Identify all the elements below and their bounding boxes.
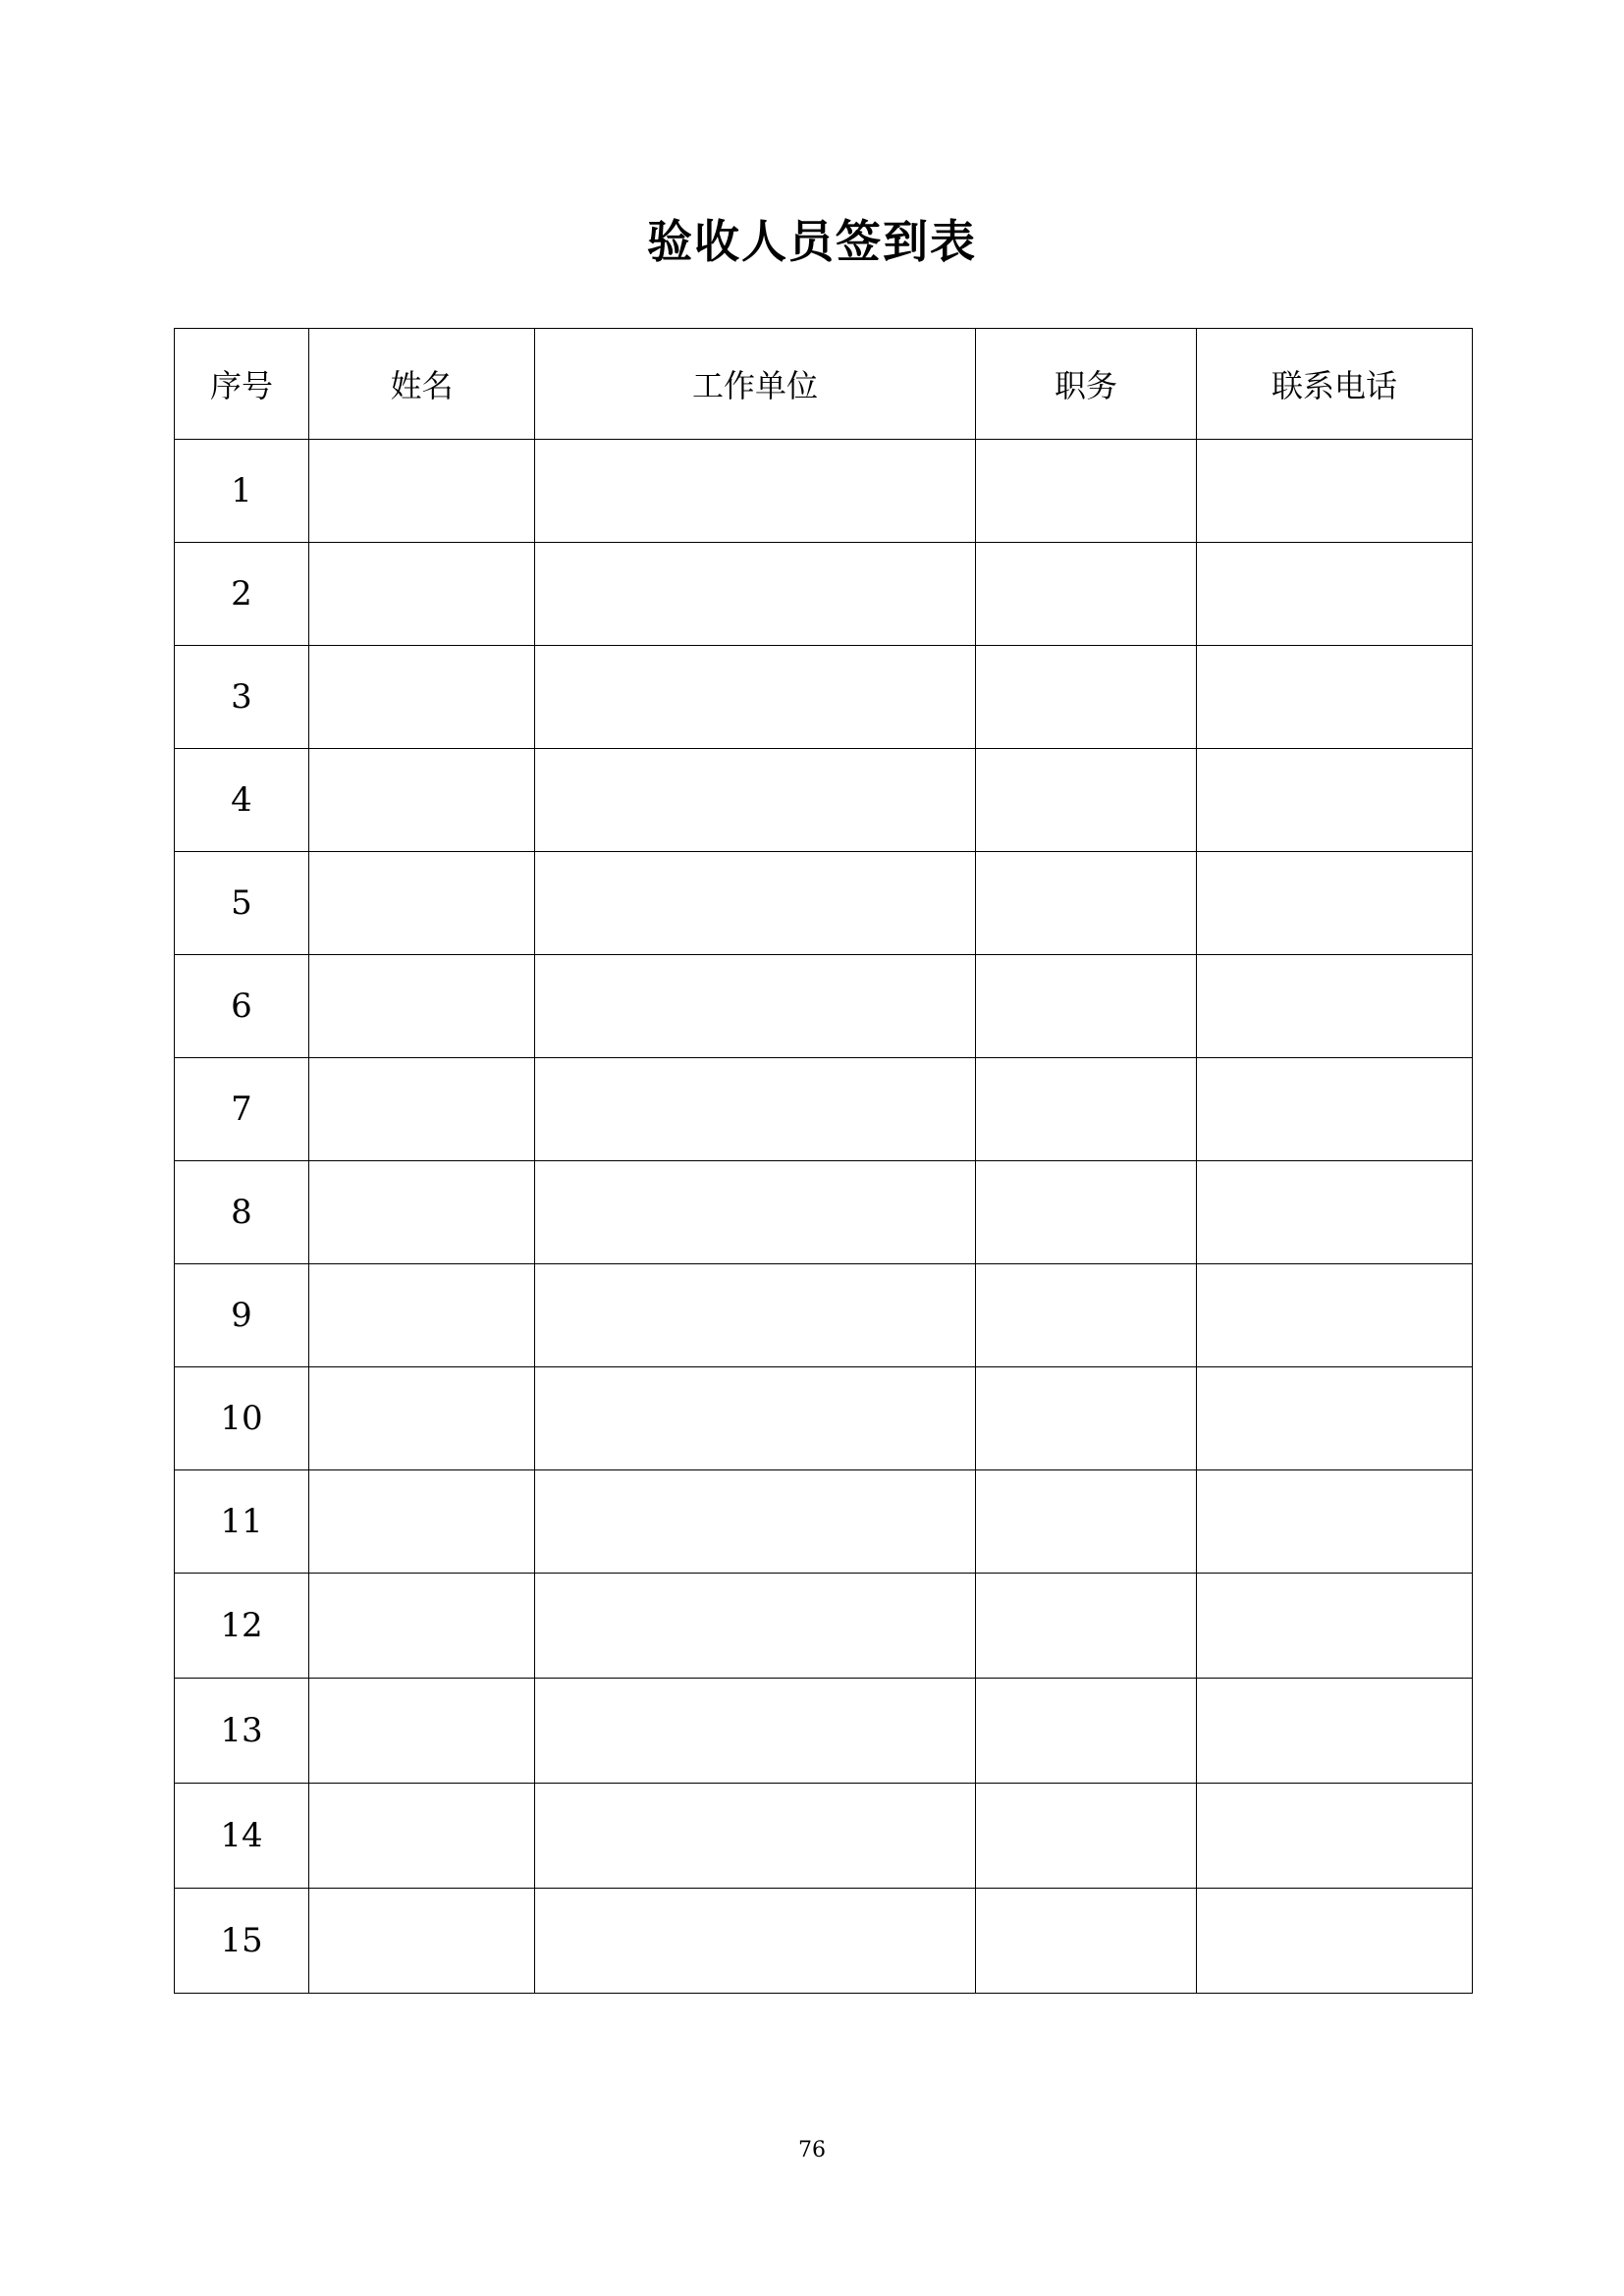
name-cell[interactable]: [309, 646, 535, 749]
work-unit-cell[interactable]: [535, 1161, 976, 1264]
name-cell[interactable]: [309, 1058, 535, 1161]
serial-number-cell: 4: [175, 749, 309, 852]
table-row: [175, 543, 1473, 646]
serial-number-cell: 15: [175, 1889, 309, 1994]
serial-number-cell: 2: [175, 543, 309, 646]
position-cell[interactable]: [976, 1679, 1197, 1784]
sign-in-table: [174, 328, 1473, 1994]
work-unit-cell[interactable]: [535, 1679, 976, 1784]
table-row: [175, 1679, 1473, 1784]
header-work-unit: 工作单位: [535, 329, 976, 440]
table-row: [175, 440, 1473, 543]
table-row: [175, 1367, 1473, 1470]
phone-cell[interactable]: [1197, 1161, 1473, 1264]
phone-cell[interactable]: [1197, 852, 1473, 955]
name-cell[interactable]: [309, 543, 535, 646]
phone-cell[interactable]: [1197, 749, 1473, 852]
position-cell[interactable]: [976, 1889, 1197, 1994]
serial-number-cell: 10: [175, 1367, 309, 1470]
position-cell[interactable]: [976, 1264, 1197, 1367]
phone-cell[interactable]: [1197, 955, 1473, 1058]
position-cell[interactable]: [976, 1784, 1197, 1889]
name-cell[interactable]: [309, 1367, 535, 1470]
work-unit-cell[interactable]: [535, 1264, 976, 1367]
table-row: [175, 955, 1473, 1058]
table-row: [175, 1470, 1473, 1574]
serial-number-cell: 3: [175, 646, 309, 749]
serial-number-cell: 14: [175, 1784, 309, 1889]
name-cell[interactable]: [309, 1470, 535, 1574]
serial-number-cell: 5: [175, 852, 309, 955]
table-body: [175, 440, 1473, 1994]
work-unit-cell[interactable]: [535, 1574, 976, 1679]
table-row: [175, 1574, 1473, 1679]
page-number: 76: [798, 2138, 826, 2163]
position-cell[interactable]: [976, 1058, 1197, 1161]
position-cell[interactable]: [976, 955, 1197, 1058]
table-row: [175, 852, 1473, 955]
phone-cell[interactable]: [1197, 440, 1473, 543]
name-cell[interactable]: [309, 1784, 535, 1889]
header-phone: 联系电话: [1197, 329, 1473, 440]
phone-cell[interactable]: [1197, 1470, 1473, 1574]
phone-cell[interactable]: [1197, 543, 1473, 646]
position-cell[interactable]: [976, 1367, 1197, 1470]
phone-cell[interactable]: [1197, 1784, 1473, 1889]
position-cell[interactable]: [976, 543, 1197, 646]
serial-number-cell: 12: [175, 1574, 309, 1679]
name-cell[interactable]: [309, 1264, 535, 1367]
table-row: [175, 1264, 1473, 1367]
work-unit-cell[interactable]: [535, 1889, 976, 1994]
position-cell[interactable]: [976, 749, 1197, 852]
table-row: [175, 749, 1473, 852]
serial-number-cell: 13: [175, 1679, 309, 1784]
serial-number-cell: 8: [175, 1161, 309, 1264]
work-unit-cell[interactable]: [535, 852, 976, 955]
page-title: 验收人员签到表: [647, 215, 977, 268]
position-cell[interactable]: [976, 1574, 1197, 1679]
table-row: [175, 646, 1473, 749]
name-cell[interactable]: [309, 749, 535, 852]
table-row: [175, 1784, 1473, 1889]
serial-number-cell: 1: [175, 440, 309, 543]
header-position: 职务: [976, 329, 1197, 440]
name-cell[interactable]: [309, 1679, 535, 1784]
work-unit-cell[interactable]: [535, 646, 976, 749]
header-name: 姓名: [309, 329, 535, 440]
work-unit-cell[interactable]: [535, 1784, 976, 1889]
position-cell[interactable]: [976, 646, 1197, 749]
position-cell[interactable]: [976, 440, 1197, 543]
serial-number-cell: 7: [175, 1058, 309, 1161]
position-cell[interactable]: [976, 852, 1197, 955]
table-row: [175, 1889, 1473, 1994]
phone-cell[interactable]: [1197, 1367, 1473, 1470]
name-cell[interactable]: [309, 1161, 535, 1264]
header-serial-number: 序号: [175, 329, 309, 440]
work-unit-cell[interactable]: [535, 440, 976, 543]
work-unit-cell[interactable]: [535, 749, 976, 852]
phone-cell[interactable]: [1197, 1058, 1473, 1161]
phone-cell[interactable]: [1197, 1889, 1473, 1994]
name-cell[interactable]: [309, 852, 535, 955]
phone-cell[interactable]: [1197, 1574, 1473, 1679]
work-unit-cell[interactable]: [535, 1367, 976, 1470]
serial-number-cell: 6: [175, 955, 309, 1058]
table-header-row: [175, 329, 1473, 440]
serial-number-cell: 9: [175, 1264, 309, 1367]
work-unit-cell[interactable]: [535, 955, 976, 1058]
work-unit-cell[interactable]: [535, 1058, 976, 1161]
serial-number-cell: 11: [175, 1470, 309, 1574]
position-cell[interactable]: [976, 1470, 1197, 1574]
phone-cell[interactable]: [1197, 646, 1473, 749]
name-cell[interactable]: [309, 955, 535, 1058]
name-cell[interactable]: [309, 1574, 535, 1679]
position-cell[interactable]: [976, 1161, 1197, 1264]
work-unit-cell[interactable]: [535, 543, 976, 646]
phone-cell[interactable]: [1197, 1264, 1473, 1367]
table-row: [175, 1058, 1473, 1161]
phone-cell[interactable]: [1197, 1679, 1473, 1784]
name-cell[interactable]: [309, 1889, 535, 1994]
name-cell[interactable]: [309, 440, 535, 543]
work-unit-cell[interactable]: [535, 1470, 976, 1574]
table-row: [175, 1161, 1473, 1264]
